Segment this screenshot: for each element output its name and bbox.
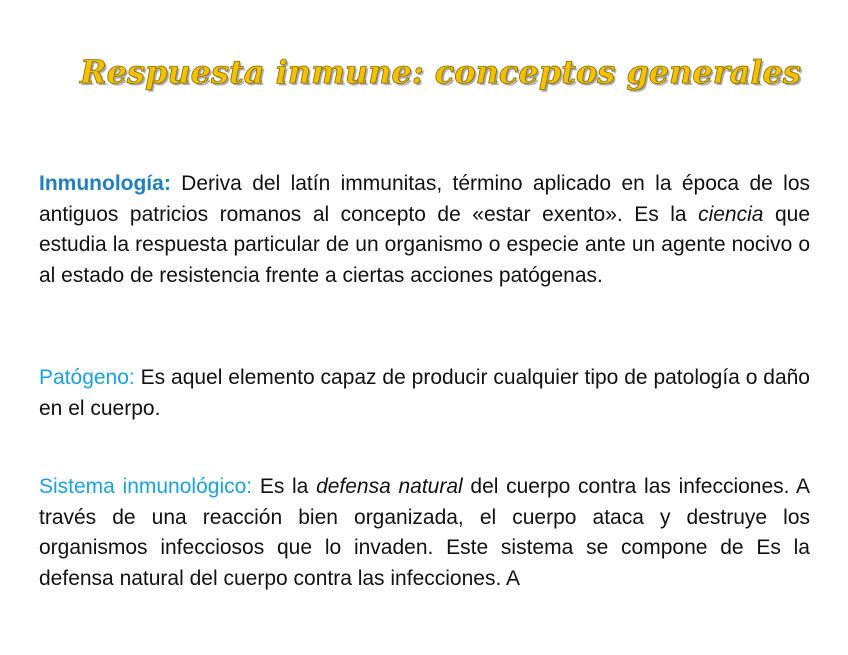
definition-text: que estudia la respuesta particular de un organismo o especie ante un agente nocivo o al estado de resistencia frente a ciertas acciones patógenas. xyxy=(39,202,810,287)
definition-inmunologia xyxy=(39,169,810,291)
definition-emphasis: ciencia xyxy=(698,202,764,226)
term-sistema-inmunologico: Sistema inmunológico xyxy=(39,475,247,498)
term-inmunologia: Inmunología: xyxy=(39,172,171,195)
definition-emphasis: defensa natural xyxy=(316,475,463,498)
definition-text: Es la xyxy=(252,475,317,498)
definition-patogeno xyxy=(39,363,810,424)
definition-text: Deriva del latín immunitas, término aplicado en la época de los antiguos patricios romanos al concepto de «estar exento». Es la xyxy=(39,172,810,226)
term-colon: : xyxy=(246,475,253,498)
definition-text: Es aquel elemento capaz de producir cualquier tipo de patología o daño en el cuerpo. xyxy=(39,366,810,420)
definition-sistema-inmunologico xyxy=(39,472,810,594)
definition-text: del cuerpo contra las infecciones. A través de una reacción bien organizada, el cuerpo ataca y destruye los organismos infecciosos que lo invaden. Este sistema se compone de Es la defensa natural del cuerpo contra las infecciones. A xyxy=(39,475,811,590)
slide-title: Respuesta inmune: conceptos generales xyxy=(80,53,801,91)
term-patogeno: Patógeno: xyxy=(39,366,135,389)
